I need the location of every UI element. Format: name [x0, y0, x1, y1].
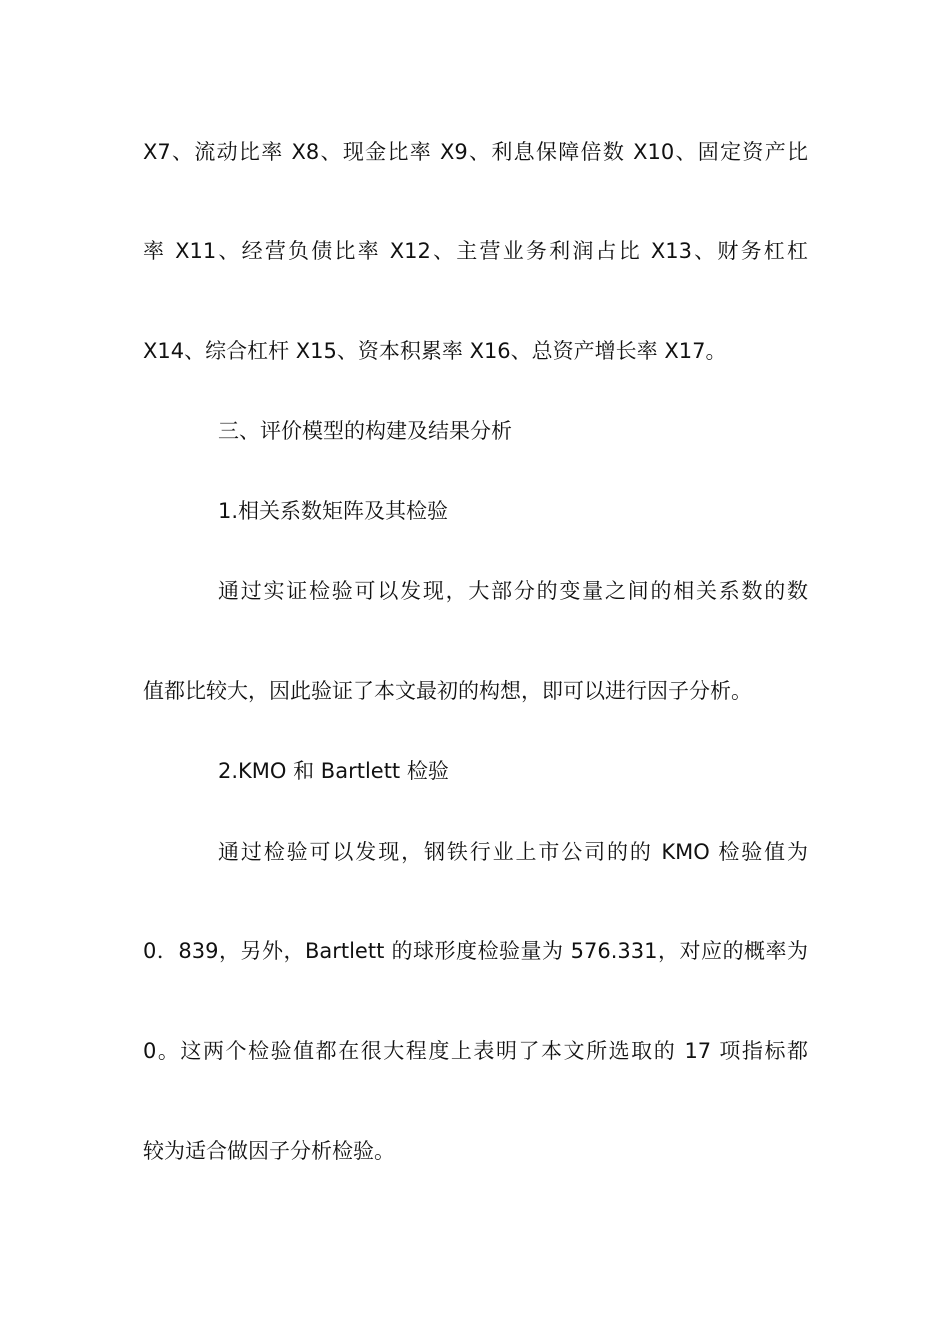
section-heading: 三、评价模型的构建及结果分析	[218, 419, 512, 443]
subsection-heading-1: 1.相关系数矩阵及其检验	[218, 499, 449, 523]
subsection-heading-2: 2.KMO 和 Bartlett 检验	[218, 759, 449, 783]
paragraph-line-1: X7、流动比率 X8、现金比率 X9、利息保障倍数 X10、固定资产比	[143, 140, 808, 164]
paragraph-line-6: 通过检验可以发现，钢铁行业上市公司的的 KMO 检验值为	[218, 840, 808, 864]
paragraph-line-5: 值都比较大，因此验证了本文最初的构想，即可以进行因子分析。	[143, 679, 752, 703]
paragraph-line-3: X14、综合杠杆 X15、资本积累率 X16、总资产增长率 X17。	[143, 339, 727, 363]
paragraph-line-8: 0。这两个检验值都在很大程度上表明了本文所选取的 17 项指标都	[143, 1039, 808, 1063]
paragraph-line-2: 率 X11、经营负债比率 X12、主营业务利润占比 X13、财务杠杠	[143, 239, 808, 263]
paragraph-line-4: 通过实证检验可以发现，大部分的变量之间的相关系数的数	[218, 579, 808, 603]
paragraph-line-7: 0．839，另外，Bartlett 的球形度检验量为 576.331，对应的概率为	[143, 939, 808, 963]
paragraph-line-9: 较为适合做因子分析检验。	[143, 1139, 395, 1163]
